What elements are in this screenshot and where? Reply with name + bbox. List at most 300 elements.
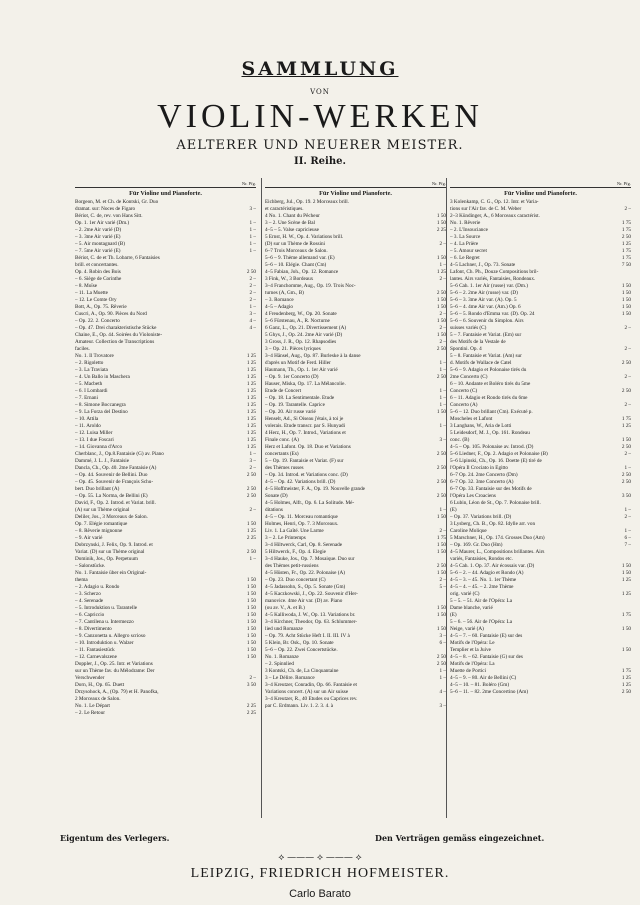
entry-price	[609, 430, 631, 437]
entry-price	[234, 563, 256, 570]
entry-title: sur un Thème fav. du Mélodrame: Der	[75, 668, 155, 674]
entry-price	[424, 353, 446, 360]
entry-price: 1 –	[249, 304, 256, 310]
entry-price	[424, 458, 446, 465]
entry-title: manovice. 4me Air var. (D) av. Piano	[265, 598, 343, 604]
catalog-entry	[265, 479, 446, 486]
entry-price: 1 75	[621, 220, 631, 226]
catalog-entry	[450, 346, 631, 353]
price-caption: Nr. Pfg.	[616, 181, 631, 186]
entry-title: et caractéristiques.	[265, 206, 304, 212]
entry-title: Motifs de l'Opéra: La	[450, 661, 495, 667]
entry-title: Op. 4. Robin des Bois	[75, 269, 121, 275]
entry-title: Chaine, E., Op. 44. Soirées du Violoniste-	[75, 332, 163, 338]
entry-title: 3 Kolenkamp, C. G., Op. 12. Intr. et Varia-	[450, 199, 539, 205]
entry-title: Doppler, J., Op. 25. Intr. et Variations	[75, 661, 153, 667]
entry-title: suisses variés (C)	[450, 325, 487, 331]
catalog-entry	[265, 388, 446, 395]
entry-price	[234, 213, 256, 220]
catalog-entry	[75, 430, 256, 437]
catalog-entry	[75, 241, 256, 248]
catalog-entry	[265, 577, 446, 584]
catalog-entry	[75, 318, 256, 325]
entry-title: No. 1. Il Trovatore	[75, 353, 114, 359]
signature: Carlo Barato	[289, 888, 351, 900]
catalog-entry	[450, 668, 631, 675]
catalog-entry	[75, 612, 256, 619]
entry-price	[234, 689, 256, 696]
entry-price: 1 50	[246, 626, 256, 632]
entry-price: 1 50	[246, 633, 256, 639]
entry-title: – 13. I due Foscari	[75, 437, 114, 443]
entry-title: 2 Morceaux de Salon.	[75, 696, 121, 702]
entry-title: 5–6 – 3. 3me Air var. (A). Op. 5	[450, 297, 517, 303]
entry-title: – Salonstücke.	[75, 563, 106, 569]
entry-title: – 12. Carnevalszene	[75, 654, 117, 660]
entry-price: 3 –	[439, 703, 446, 709]
catalog-entry	[450, 332, 631, 339]
catalog-entry	[265, 619, 446, 626]
entry-title: 3–4 Hänsel, Aug., Op. 87. Burleske à la danse	[265, 353, 361, 359]
entry-title: 4–5 Cah. 1. Op. 37. Air écossais var. (D)	[450, 563, 535, 569]
entry-price: 2 50	[436, 661, 446, 667]
entry-title: No. 1. Fantaisie über ein Original-	[75, 570, 147, 576]
entry-title: 5–6 Liedner, F., Op. 2. Adagio et Polonaise (B)	[450, 451, 548, 457]
entry-price: 1 25	[621, 423, 631, 429]
entry-price: 6 –	[439, 640, 446, 646]
entry-price: 1 –	[249, 241, 256, 247]
entry-title: Cuscri, A., Op. 90. Pièces du Nord	[75, 311, 147, 317]
entry-title: – 8. Divertimento	[75, 626, 112, 632]
entry-price	[234, 500, 256, 507]
contract-note: Den Verträgen gemäss eingezeichnet.	[375, 833, 545, 843]
entry-title: 6–7 Op. 24. 2me Concerto (Dm)	[450, 472, 518, 478]
entry-title: – 2. Le Retour	[75, 710, 105, 716]
entry-price: 1 –	[439, 395, 446, 401]
entry-price: 2 –	[439, 325, 446, 331]
catalog-entry	[75, 472, 256, 479]
entry-title: Variat. (D) sur un Thème original	[75, 549, 145, 555]
catalog-entry	[75, 416, 256, 423]
catalog-entry	[450, 206, 631, 213]
entry-price: 1 25	[621, 682, 631, 688]
entry-title: thema	[75, 577, 88, 583]
entry-title: Deliler, Jos., 3 Morceaux de Salon.	[75, 514, 148, 520]
entry-title: tions sur l'Air fav. de C. M. Weber	[450, 206, 522, 212]
catalog-entry	[265, 416, 446, 423]
catalog-entry	[265, 542, 446, 549]
entry-price: 1 –	[249, 451, 256, 457]
catalog-entry	[75, 633, 256, 640]
entry-title: No. 1. Rêverie	[450, 220, 481, 226]
catalog-entry	[450, 255, 631, 262]
catalog-entry	[265, 605, 446, 612]
entry-price	[609, 521, 631, 528]
entry-price: 1 50	[246, 605, 256, 611]
catalog-entry	[265, 472, 446, 479]
entry-price: 1 50	[246, 619, 256, 625]
entry-title: lied und Romanze	[265, 626, 303, 632]
entry-price	[424, 234, 446, 241]
entry-price: 1 50	[246, 612, 256, 618]
entry-title: Holmes, Henri, Op. 7. 3 Morceaux.	[265, 521, 339, 527]
catalog-entry	[75, 276, 256, 283]
entry-price: 1 50	[621, 437, 631, 443]
entry-title: – 10. Introduktion u. Walzer	[75, 640, 134, 646]
entry-title: – Op. 20. Air russe varié	[265, 409, 316, 415]
collection-subtitle: AELTERER UND NEUERER MEISTER.	[176, 138, 464, 153]
entry-title: 4 No. 1. Chant du Pêcheur	[265, 213, 320, 219]
catalog-entry	[75, 346, 256, 353]
entry-title: – 9. Air varié	[75, 535, 103, 541]
series-label: II. Reihe.	[294, 156, 346, 167]
entry-title: ditations	[265, 507, 283, 513]
catalog-entry	[450, 584, 631, 591]
catalog-entry	[265, 668, 446, 675]
catalog-entry	[75, 395, 256, 402]
entry-price: 2 50	[436, 465, 446, 471]
catalog-entry	[75, 479, 256, 486]
entry-title: 5–6 – 10. Elégie. Chant (Cm)	[265, 262, 327, 268]
entry-price: 1 50	[436, 255, 446, 261]
entry-price: 1 –	[249, 227, 256, 233]
catalog-entry	[450, 444, 631, 451]
entry-price	[609, 584, 631, 591]
catalog-entry	[265, 374, 446, 381]
entry-price: 2 –	[624, 374, 631, 380]
catalog-entry	[75, 514, 256, 521]
catalog-entry	[75, 640, 256, 647]
catalog-entry	[450, 647, 631, 654]
entry-title: – Op. 19. Tarantelle. Caprice	[265, 402, 325, 408]
entry-title: Dancla, Ch., Op. 40. 2me Fantaisie (A)	[75, 465, 157, 471]
entry-title: 6 Lubin, Léon de St., Op. 7. Polonaise brill.	[450, 500, 541, 506]
entry-price: 2 50	[436, 346, 446, 352]
entry-price: 1 50	[246, 654, 256, 660]
entry-title: – 4. La Prière	[450, 241, 479, 247]
entry-title: Concerto (A)	[450, 402, 478, 408]
catalog-entry	[75, 563, 256, 570]
entry-title: Op. 7. Elégie romantique	[75, 521, 128, 527]
catalog-entry	[75, 570, 256, 577]
catalog-entry	[265, 661, 446, 668]
entry-title: Dorn, H., Op. 65. Duett	[75, 682, 125, 688]
entry-title: – 12. Le Comte Ory	[75, 297, 117, 303]
catalog-entry	[265, 521, 446, 528]
entry-price: 1 50	[436, 626, 446, 632]
catalog-entry	[265, 206, 446, 213]
entry-title: 5–6 – 12. Duo brillant (Cm). Exécuté p.	[450, 409, 533, 415]
catalog-entry	[75, 675, 256, 682]
catalog-entry	[450, 521, 631, 528]
entry-price: 1 –	[249, 248, 256, 254]
catalog-entry	[75, 388, 256, 395]
entry-price	[234, 199, 256, 206]
entry-price	[609, 269, 631, 276]
catalog-entry	[450, 661, 631, 668]
entry-title: 4 Freudenberg, W., Op. 20. Sonate	[265, 311, 337, 317]
catalog-entry	[75, 500, 256, 507]
entry-price: 1 50	[621, 283, 631, 289]
catalog-entry	[450, 514, 631, 521]
entry-price	[424, 647, 446, 654]
entry-price: 1 75	[621, 255, 631, 261]
entry-price: 1 50	[436, 332, 446, 338]
entry-price: 1 25	[246, 423, 256, 429]
catalog-entry	[450, 430, 631, 437]
entry-title: 5 Klein, Br. Osk., Op. 10. Sonate	[265, 640, 334, 646]
entry-title: 6 Ganz, L., Op. 21. Divertissement (A)	[265, 325, 347, 331]
entry-title: Finale conc. (A)	[265, 437, 299, 443]
entry-title: Spontini. Op. 4	[450, 346, 482, 352]
entry-price: 2 –	[624, 325, 631, 331]
entry-title: 3 Langhans, W., Aria de Lotti	[450, 423, 512, 429]
entry-price	[424, 486, 446, 493]
entry-title: – 3. Scherzo	[75, 591, 101, 597]
entry-price: 1 50	[621, 570, 631, 576]
catalog-entry	[265, 311, 446, 318]
entry-title: – 2. Rigoletto	[75, 360, 104, 366]
entry-title: 5–6 – 2. 2me Air (russe) var. (D)	[450, 290, 518, 296]
entry-price: 2 50	[621, 472, 631, 478]
entry-price: 1 50	[436, 605, 446, 611]
collection-main-title: VIOLIN-WERKEN	[157, 98, 483, 135]
entry-price	[609, 556, 631, 563]
entry-price	[234, 255, 256, 262]
entry-title: Verschwender	[75, 675, 105, 681]
catalog-entry	[75, 605, 256, 612]
entry-title: 5 – 5. – 51. Air de l'Opéra: La	[450, 598, 513, 604]
entry-price: 1 50	[621, 311, 631, 317]
entry-title: 5–6 Lipinski, Ch., Op. 16. Doette (E) tiré de	[450, 458, 542, 464]
entry-price: 1 50	[621, 297, 631, 303]
catalog-entry	[75, 269, 256, 276]
entry-price: 1 75	[621, 248, 631, 254]
entry-price: 5 –	[439, 584, 446, 590]
catalog-entry	[450, 269, 631, 276]
entry-title: 5–6 – 6. Souvenir du Simplon. Airs	[450, 318, 524, 324]
entry-title: – 2. Adagio u. Rondo	[75, 584, 120, 590]
entry-price: 2 –	[439, 276, 446, 282]
entry-price: 1 25	[246, 437, 256, 443]
catalog-entry	[265, 227, 446, 234]
entry-price	[609, 199, 631, 206]
entry-price: 2 –	[624, 346, 631, 352]
catalog-entry	[265, 598, 446, 605]
entry-price	[234, 346, 256, 353]
entry-price: 1 50	[436, 297, 446, 303]
catalog-entry	[75, 703, 256, 710]
entry-title: lantes. Airs variés, Fantaisies, Rondeaux.	[450, 276, 536, 282]
entry-title: 5 Ernst, H. W., Op. 4. Variations brill.	[265, 234, 344, 240]
entry-title: Motifs de l'Opéra: Le	[450, 640, 495, 646]
title-von: VON	[310, 88, 330, 96]
entry-price: 3 50	[621, 493, 631, 499]
catalog-entry	[75, 234, 256, 241]
entry-price: 4 –	[249, 325, 256, 331]
catalog-entry	[450, 640, 631, 647]
entry-price	[609, 395, 631, 402]
catalog-entry	[265, 612, 446, 619]
entry-price: 1 50	[436, 542, 446, 548]
catalog-entry	[265, 409, 446, 416]
entry-price: 1 –	[624, 528, 631, 534]
entry-title: 3 – 2. Une Scène de Bal	[265, 220, 315, 226]
entry-price	[609, 605, 631, 612]
catalog-entry	[450, 227, 631, 234]
entry-title: – 6. Capriccio	[75, 612, 105, 618]
entry-price	[424, 199, 446, 206]
entry-title: Op. 1. 1er Air varié (Dm.)	[75, 220, 130, 226]
entry-title: concertants (Es)	[265, 451, 299, 457]
entry-title: par C. Erdmann. Liv. 1. 2. 3. 4. à	[265, 703, 334, 709]
entry-title: – 7. Cantilena u. Intermezzo	[75, 619, 134, 625]
entry-price	[424, 598, 446, 605]
entry-price	[424, 696, 446, 703]
entry-price: 2 –	[249, 283, 256, 289]
entry-price: 1 –	[439, 675, 446, 681]
entry-price: 1 50	[436, 213, 446, 219]
entry-title: 5 – 7. Fantaisie et Variat. (Em) sur	[450, 332, 522, 338]
catalog-entry	[265, 696, 446, 703]
entry-price	[424, 521, 446, 528]
catalog-entry	[450, 563, 631, 570]
entry-title: – 8. Moïse	[75, 283, 98, 289]
entry-title: – 8. Simone Boccanegra	[75, 402, 126, 408]
entry-title: 6 – 11. Adagio et Rondo tirés du 6me	[450, 395, 528, 401]
catalog-entry	[450, 507, 631, 514]
catalog-entry	[75, 591, 256, 598]
price-caption: Nr. Pfg.	[241, 181, 256, 186]
catalog-entry	[265, 318, 446, 325]
entry-price: 1 50	[246, 584, 256, 590]
entry-title: faciles.	[75, 346, 90, 352]
catalog-entry	[265, 689, 446, 696]
entry-title: Etude de Concert	[265, 388, 302, 394]
ownership-note: Eigentum des Verlegers.	[60, 833, 170, 843]
catalog-entry	[450, 325, 631, 332]
entry-price: 1 50	[436, 570, 446, 576]
entry-title: – 2. Spinnlied	[265, 661, 294, 667]
entry-title: 3–4 Franchomme, Aug., Op. 19. Trois Noc-	[265, 283, 356, 289]
entry-title: – 9. La Forza del Destino	[75, 409, 128, 415]
catalog-entry	[75, 339, 256, 346]
catalog-entry	[265, 647, 446, 654]
entry-title: 4–5 – Op. 105. Polonaise av. Introd. (D)	[450, 444, 534, 450]
catalog-entry	[265, 297, 446, 304]
catalog-entry	[75, 199, 256, 206]
entry-price: 2 50	[246, 549, 256, 555]
catalog-entry	[450, 276, 631, 283]
entry-title: 3 – Le Délire. Romance	[265, 675, 315, 681]
catalog-entry	[75, 381, 256, 388]
catalog-entry	[265, 570, 446, 577]
entry-price: 2 –	[249, 507, 256, 513]
entry-title: 5–6 – 11. – 82. 2me Concertino (Am)	[450, 689, 529, 695]
catalog-entry	[450, 409, 631, 416]
entry-price	[424, 472, 446, 479]
catalog-entry	[450, 241, 631, 248]
catalog-entry	[265, 283, 446, 290]
entry-price: 3 –	[439, 437, 446, 443]
entry-title: – 4. Serenade	[75, 598, 104, 604]
entry-title: bert. Duo brillant (A)	[75, 486, 120, 492]
entry-title: 5 Ghys, J., Op. 24. 2me Air varié (D)	[265, 332, 343, 338]
entry-price: 2 50	[621, 360, 631, 366]
entry-title: – 2. 2me Air varié (D)	[75, 227, 122, 233]
entry-price: 1 50	[246, 647, 256, 653]
catalog-entry	[75, 262, 256, 269]
catalog-entry	[75, 689, 256, 696]
catalog-entry	[450, 423, 631, 430]
entry-price: 1 50	[436, 549, 446, 555]
entry-title: – 9. Canzonetta u. Allegro scrioso	[75, 633, 146, 639]
catalog-entry	[450, 577, 631, 584]
catalog-entry	[450, 458, 631, 465]
catalog-column-2	[265, 180, 446, 820]
entry-price: 3 –	[439, 633, 446, 639]
catalog-entry	[265, 514, 446, 521]
entry-price: 1 25	[246, 381, 256, 387]
catalog-entry	[450, 374, 631, 381]
entry-price: 1 25	[621, 577, 631, 583]
catalog-entry	[75, 332, 256, 339]
entry-title: turnes (A, Gm., B)	[265, 290, 304, 296]
entry-title: 3 – Op. 21. Pièces lyriques	[265, 346, 321, 352]
entry-price: 2 50	[436, 493, 446, 499]
entry-price: 1 50	[436, 514, 446, 520]
catalog-entry	[75, 626, 256, 633]
catalog-entry	[75, 206, 256, 213]
header-rule	[75, 187, 256, 188]
column-heading: Für Violine und Pianoforte.	[504, 190, 577, 197]
catalog-entry	[75, 304, 256, 311]
entry-title: 5 – 8. Fantaisie et Variat. (Am) sur	[450, 353, 522, 359]
catalog-entry	[75, 297, 256, 304]
catalog-entry	[265, 402, 446, 409]
entry-price	[609, 381, 631, 388]
entry-title: Bott, A., Op. 75. Rêverie	[75, 304, 127, 310]
entry-title: – 11. La Muette	[75, 290, 108, 296]
catalog-entry	[450, 612, 631, 619]
entry-price	[609, 500, 631, 507]
entry-title: – Op. 23. Duo concertant (C)	[265, 577, 326, 583]
entry-price: 2 –	[624, 451, 631, 457]
entry-title: 4–5 Holmes, Alfr., Op. 6. La Solitude. Mé-	[265, 500, 355, 506]
catalog-entry	[265, 626, 446, 633]
entry-title: – Op. 47. Drei charakteristische Stücke	[75, 325, 157, 331]
entry-title: – Op. 79. Acht Stücke Heft I. II. III. IV à	[265, 633, 350, 639]
entry-title: 4 Herz, H., Op. 7. Introd., Variations et	[265, 430, 346, 436]
entry-price	[609, 276, 631, 283]
catalog-entry	[450, 311, 631, 318]
catalog-entry	[75, 682, 256, 689]
catalog-entry	[75, 227, 256, 234]
entry-price: 2 –	[249, 297, 256, 303]
entry-title: 5–6 – 9. Adagio et Polonaise tirés du	[450, 367, 527, 373]
catalog-entry	[75, 542, 256, 549]
entry-title: 5–6 – 2. – 44. Adagio et Rondo (A)	[450, 570, 524, 576]
catalog-entry	[75, 528, 256, 535]
catalog-entry	[265, 675, 446, 682]
entry-price	[609, 213, 631, 220]
entry-title: No. 1. Romanze	[265, 654, 299, 660]
entry-price: 7 –	[624, 542, 631, 548]
entry-price: 2 50	[436, 451, 446, 457]
entry-price: 1 75	[621, 416, 631, 422]
entry-title: 3–4 Kreutzer, Conradin, Op. 66. Fantaisie et	[265, 682, 357, 688]
entry-price	[234, 479, 256, 486]
